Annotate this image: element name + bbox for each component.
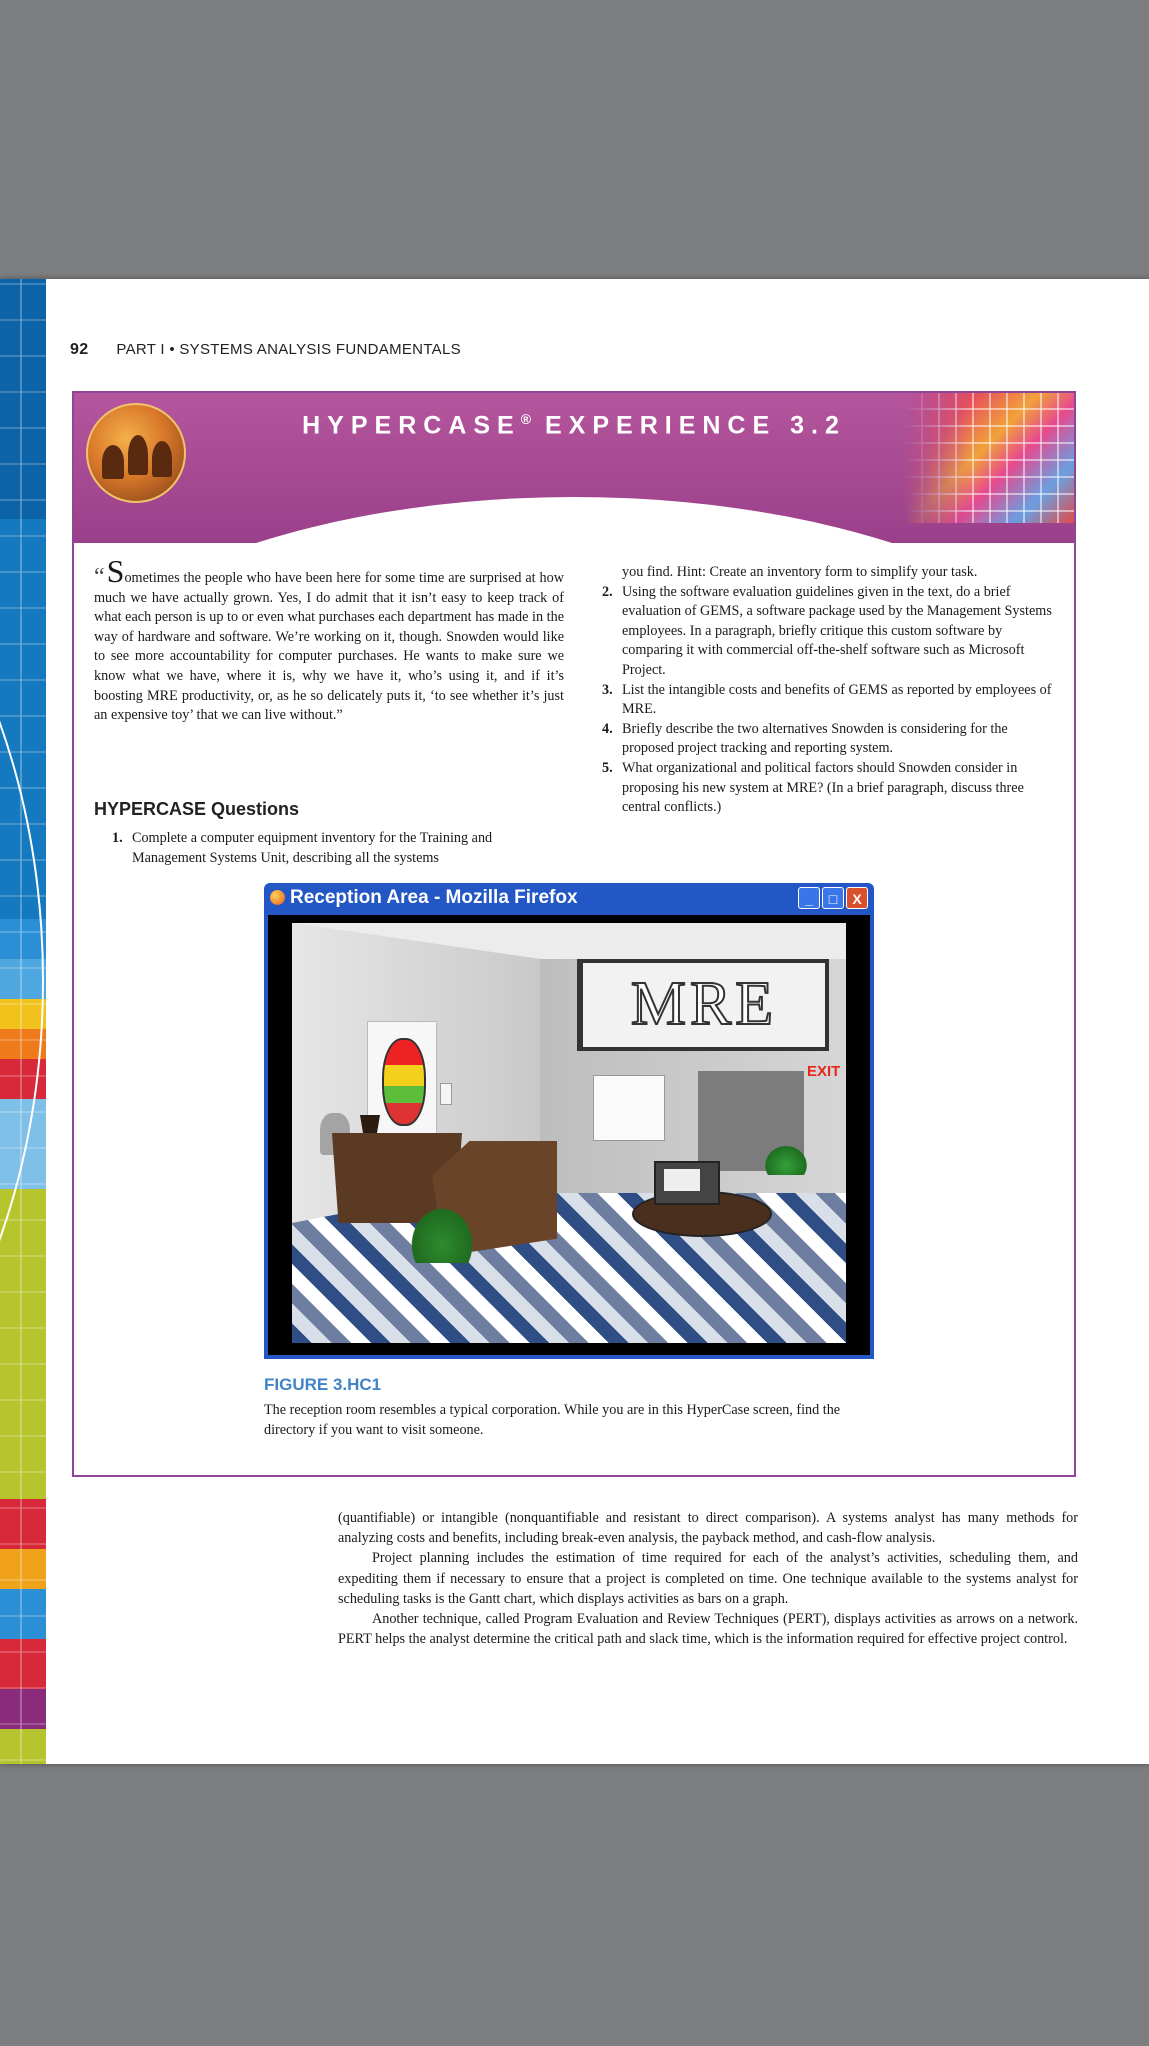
figure-caption: The reception room resembles a typical corporation. While you are in this HyperCase screen, find the directory if you want to visit someone. [264, 1402, 841, 1438]
window-title: Reception Area - Mozilla Firefox [290, 887, 578, 908]
question-3: 3. List the intangible costs and benefits of GEMS as reported by employees of MRE. [602, 681, 1052, 718]
mre-sign: MRE [577, 959, 829, 1051]
exit-sign: EXIT [807, 1063, 841, 1080]
paragraph-3: Another technique, called Program Evaluation and Review Techniques (PERT), displays activities as arrows on a network. PERT helps the analyst determine the critical path and slack time, which is the information required for effective project control. [338, 1611, 1078, 1648]
question-5: 5. What organizational and political factors should Snowden consider in proposing his new system at MRE? (In a brief paragraph, discuss three central conflicts.) [602, 759, 1024, 816]
computer-monitor-icon[interactable] [654, 1161, 720, 1205]
minimize-button[interactable]: _ [798, 887, 820, 909]
paragraph-1: (quantifiable) or intangible (nonquantifiable and resistant to direct comparison). A systems analyst has many methods for analyzing costs and benefits, including break-even analysis, the payback method, and cash-flow analysis. [338, 1510, 1078, 1547]
firefox-icon [270, 890, 285, 905]
firefox-window-screenshot [264, 883, 874, 1359]
hypercase-box [72, 391, 1076, 1477]
banner-title: HYPERCASE® EXPERIENCE 3.2 [302, 411, 846, 440]
intro-quote: “Sometimes the people who have been here for some time are surprised at how much we have actually grown. Yes, I do admit that it isn’t easy to keep track of what each person is up to or even what purchases each department has made in the way of hardware and software. We’re working on it, though. Snowden would like to see more accountability for computer purchases. He wants to make sure we know what we have, where it is, why we have it, who’s using it, and if it’s boosting MRE productivity, or, as he so delicately puts it, ‘to see whether it’s just an expensive toy’ that we can live without.” [94, 553, 564, 724]
questions-heading: HYPERCASE Questions [94, 799, 300, 819]
plant-icon-small [762, 1143, 810, 1175]
reception-scene [292, 923, 846, 1343]
page-number: 92 [70, 341, 89, 358]
section-title: PART I • SYSTEMS ANALYSIS FUNDAMENTALS [116, 341, 461, 358]
browser-viewport [268, 915, 870, 1355]
question-list-right [602, 563, 1052, 818]
question-list-left [112, 829, 562, 868]
book-page [0, 279, 1149, 1764]
light-switch-icon [440, 1083, 452, 1105]
close-button[interactable]: X [846, 887, 868, 909]
body-text [338, 1508, 1078, 1649]
plant-icon [407, 1203, 477, 1263]
maximize-button[interactable]: □ [822, 887, 844, 909]
figure-label: FIGURE 3.HC1 [264, 1375, 382, 1394]
question-1: 1. Complete a computer equipment inventory for the Training and Management Systems Unit, describing all the systems [112, 830, 493, 866]
directory-board[interactable] [593, 1075, 665, 1141]
question-4: 4. Briefly describe the two alternatives Snowden is considering for the proposed project tracking and reporting system. [602, 720, 1008, 757]
question-2: 2. Using the software evaluation guidelines given in the text, do a brief evaluation of GEMS, a software package used by the Management Systems employees. In a paragraph, briefly critique this custom software by comparing it with commercial off-the-shelf software such as Microsoft Project. [602, 583, 1052, 678]
decorative-side-stripe [0, 279, 46, 1764]
running-header [70, 341, 461, 359]
paragraph-2: Project planning includes the estimation of time required for each of the analyst’s activities, scheduling them, and expediting them if necessary to ensure that a project is completed on time. One technique available to the systems analyst for scheduling tasks is the Gantt chart, which displays activities as bars on a graph. [338, 1550, 1078, 1607]
question-1-continued: you find. Hint: Create an inventory form to simplify your task. [622, 564, 978, 580]
hypercase-banner [74, 393, 1074, 543]
